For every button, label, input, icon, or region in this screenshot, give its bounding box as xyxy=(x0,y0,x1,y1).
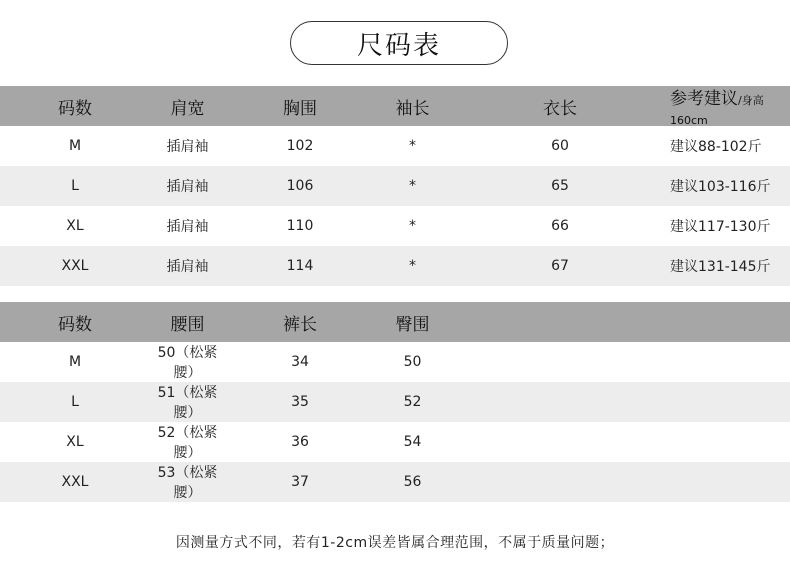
header-size: 码数 xyxy=(58,98,92,119)
header-length: 衣长 xyxy=(543,98,577,119)
page-title: 尺码表 xyxy=(290,21,508,65)
table-row xyxy=(0,342,790,382)
cell-sleeve: * xyxy=(409,218,416,234)
table-header xyxy=(0,302,790,342)
header-sleeve: 袖长 xyxy=(395,98,430,119)
cell-chest: 114 xyxy=(286,258,314,274)
cell-suggestion: 建议117-130斤 xyxy=(670,219,771,235)
header-pants-length: 裤长 xyxy=(283,314,317,335)
header-chest: 胸围 xyxy=(283,98,317,119)
cell-shoulder: 插肩袖 xyxy=(166,139,209,155)
header-suggestion xyxy=(670,84,790,129)
cell-size: XXL xyxy=(61,474,89,490)
cell-sleeve: * xyxy=(409,258,416,274)
table-row xyxy=(0,462,790,502)
cell-pants-length: 36 xyxy=(291,434,309,450)
cell-suggestion: 建议103-116斤 xyxy=(670,179,771,195)
header-size: 码数 xyxy=(58,314,92,335)
header-hip: 臀围 xyxy=(395,314,430,335)
cell-chest: 102 xyxy=(286,138,314,154)
table-row xyxy=(0,126,790,166)
size-table-top xyxy=(0,86,790,286)
table-row xyxy=(0,166,790,206)
table-row xyxy=(0,206,790,246)
cell-length: 66 xyxy=(551,218,569,234)
cell-pants-length: 34 xyxy=(291,354,309,370)
table-row xyxy=(0,422,790,462)
header-shoulder: 肩宽 xyxy=(170,98,205,119)
cell-hip: 54 xyxy=(403,434,422,450)
cell-waist: 51（松紧腰） xyxy=(157,385,218,421)
cell-shoulder: 插肩袖 xyxy=(166,219,209,235)
cell-length: 67 xyxy=(551,258,569,274)
cell-size: M xyxy=(68,138,82,154)
cell-sleeve: * xyxy=(409,138,416,154)
cell-sleeve: * xyxy=(409,178,416,194)
size-table-bottom xyxy=(0,302,790,502)
cell-suggestion: 建议131-145斤 xyxy=(670,259,771,275)
footnote: 因测量方式不同，若有1-2cm误差皆属合理范围，不属于质量问题； xyxy=(175,535,615,551)
cell-chest: 106 xyxy=(286,178,314,194)
cell-size: L xyxy=(71,178,79,194)
cell-hip: 50 xyxy=(403,354,422,370)
cell-hip: 52 xyxy=(403,394,422,410)
cell-hip: 56 xyxy=(403,474,422,490)
cell-pants-length: 37 xyxy=(291,474,309,490)
cell-shoulder: 插肩袖 xyxy=(166,259,209,275)
cell-length: 60 xyxy=(551,138,569,154)
cell-shoulder: 插肩袖 xyxy=(166,179,209,195)
cell-waist: 53（松紧腰） xyxy=(157,465,218,501)
cell-size: XL xyxy=(66,434,84,450)
table-header xyxy=(0,86,790,126)
cell-pants-length: 35 xyxy=(291,394,309,410)
cell-size: L xyxy=(71,394,79,410)
cell-waist: 52（松紧腰） xyxy=(157,425,218,461)
cell-size: XXL xyxy=(61,258,89,274)
cell-length: 65 xyxy=(551,178,569,194)
table-row xyxy=(0,246,790,286)
header-suggestion-label: 参考建议 xyxy=(670,88,738,109)
cell-chest: 110 xyxy=(286,218,314,234)
cell-waist: 50（松紧腰） xyxy=(157,345,218,381)
table-row xyxy=(0,382,790,422)
header-waist: 腰围 xyxy=(170,314,205,335)
cell-suggestion: 建议88-102斤 xyxy=(670,139,762,155)
header-suggestion-suffix: /身高160cm xyxy=(670,93,764,127)
cell-size: M xyxy=(68,354,82,370)
cell-size: XL xyxy=(66,218,84,234)
